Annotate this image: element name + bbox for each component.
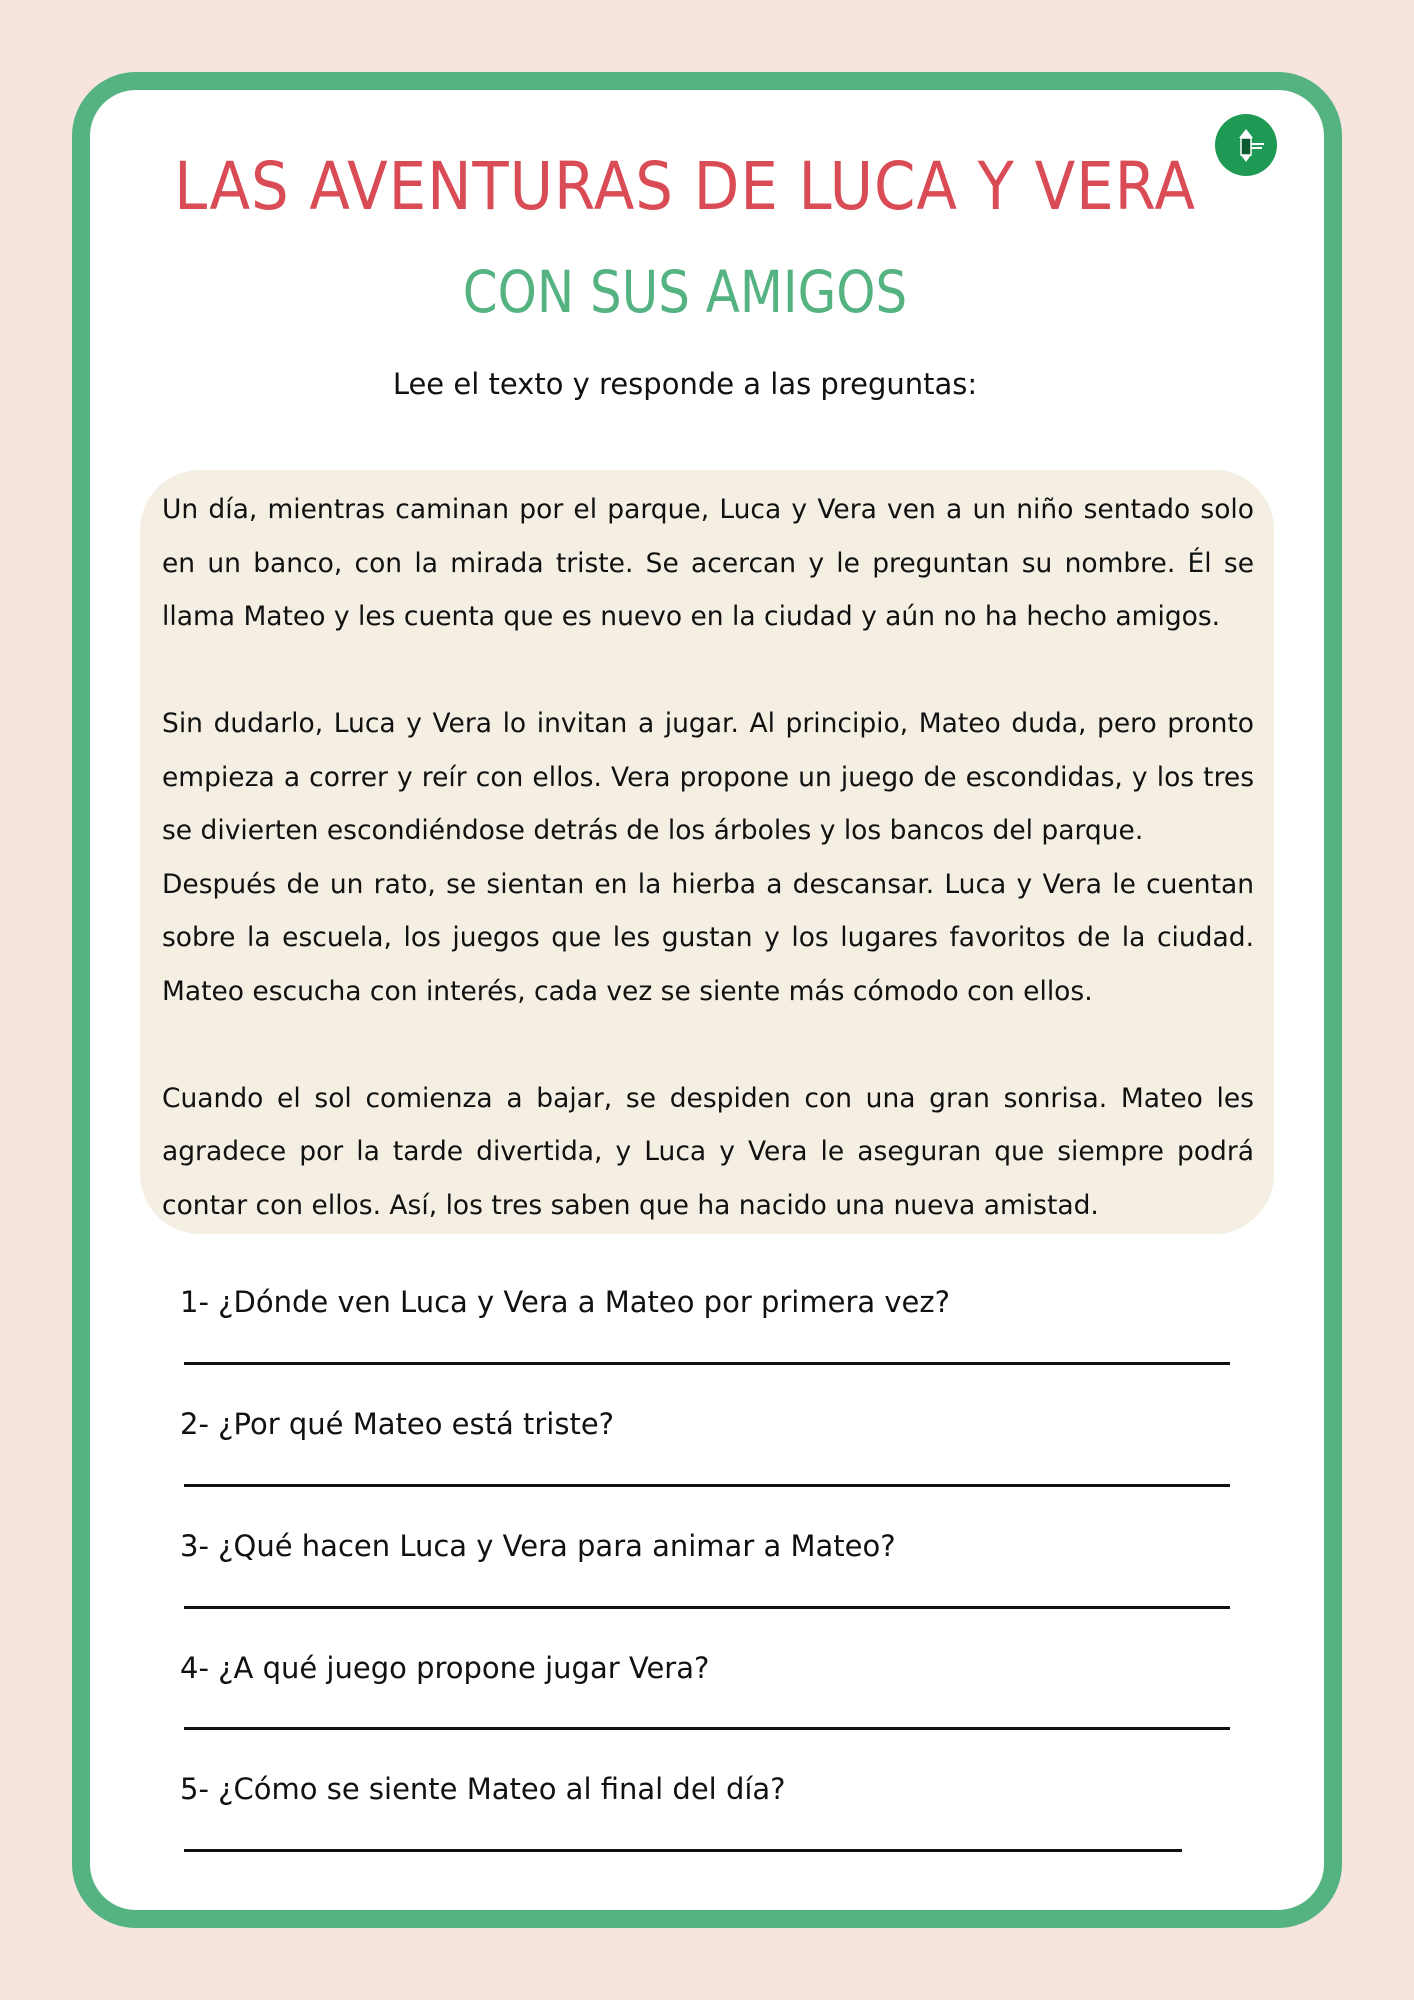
answer-line-3[interactable] <box>184 1606 1230 1609</box>
question-5: 5- ¿Cómo se siente Mateo al final del día? <box>180 1772 786 1806</box>
answer-line-4[interactable] <box>184 1727 1230 1730</box>
answer-line-1[interactable] <box>184 1362 1230 1365</box>
question-1: 1- ¿Dónde ven Luca y Vera a Mateo por primera vez? <box>180 1285 950 1319</box>
question-3: 3- ¿Qué hacen Luca y Vera para animar a Mateo? <box>180 1529 896 1563</box>
answer-line-2[interactable] <box>184 1484 1230 1487</box>
instruction-text: Lee el texto y responde a las preguntas: <box>392 367 978 401</box>
passage-paragraph: Cuando el sol comienza a bajar, se despiden con una gran sonrisa. Mateo les agradece por la tarde divertida, y Luca y Vera le aseguran que siempre podrá contar con ellos. Así, los tres saben que ha nacido una nueva amistad. <box>162 1082 1254 1221</box>
question-2: 2- ¿Por qué Mateo está triste? <box>180 1407 615 1441</box>
passage-paragraph: Sin dudarlo, Luca y Vera lo invitan a jugar. Al principio, Mateo duda, pero pronto empieza a correr y reír con ellos. Vera propone un juego de escondidas, y los tres se divierten escondiéndose detrás de los árboles y los bancos del parque. <box>162 708 1254 846</box>
passage-paragraph: Un día, mientras caminan por el parque, Luca y Vera ven a un niño sentado solo en un banco, con la mirada triste. Se acercan y le preguntan su nombre. Él se llama Mateo y les cuenta que es nuevo en la ciudad y aún no ha hecho amigos. <box>162 494 1254 632</box>
passage-paragraph: Después de un rato, se sientan en la hierba a descansar. Luca y Vera le cuentan sobre la escuela, los juegos que les gustan y los lugares favoritos de la ciudad. Mateo escucha con interés, cada vez se siente más cómodo con ellos. <box>162 868 1254 1007</box>
answer-line-5[interactable] <box>184 1849 1182 1852</box>
reading-passage <box>140 470 1274 1234</box>
page-subtitle: CON SUS AMIGOS <box>462 258 908 326</box>
question-4: 4- ¿A qué juego propone jugar Vera? <box>180 1651 710 1685</box>
page-title: LAS AVENTURAS DE LUCA Y VERA <box>174 148 1196 225</box>
